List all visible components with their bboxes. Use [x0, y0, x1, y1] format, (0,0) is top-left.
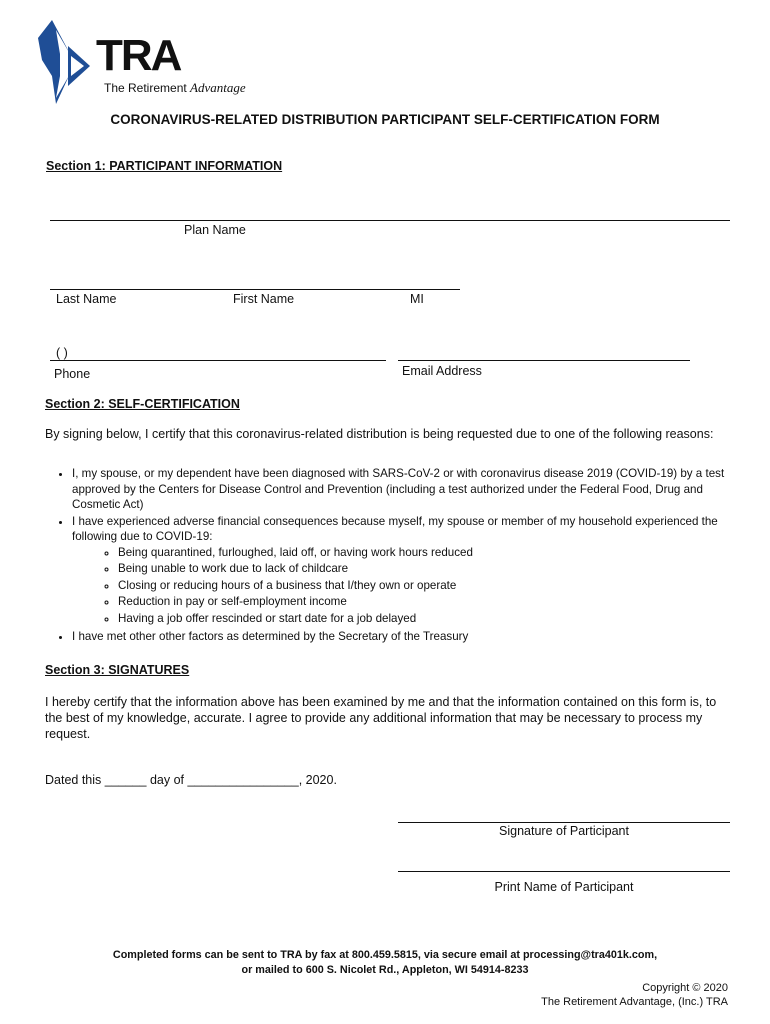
print-name-label: Print Name of Participant — [494, 880, 634, 894]
logo-tagline — [104, 80, 246, 96]
first-name-label: First Name — [233, 292, 295, 306]
mi-label: MI — [410, 292, 424, 306]
section2-intro: By signing below, I certify that this coronavirus-related distribution is being requested due to one of the following reasons: — [45, 427, 714, 441]
email-label: Email Address — [402, 364, 482, 378]
footer-line-2: or mailed to 600 S. Nicolet Rd., Appleton, WI 54914-8233 — [241, 964, 529, 976]
print-name-line[interactable] — [398, 871, 730, 872]
footer-instructions — [0, 948, 770, 978]
plan-name-label: Plan Name — [184, 223, 246, 237]
reason-other: • I have met other other factors as determined by the Secretary of the Treasury — [72, 629, 744, 645]
logo-tagline-italic: Advantage — [190, 80, 246, 95]
reason-diagnosed: • I, my spouse, or my dependent have been diagnosed with SARS-CoV-2 or with coronavirus disease 2019 (COVID-19) by a test approved by the Centers for Disease Control and Prevention (including a test authorized under the Federal Food, Drug and Cosmetic Act) — [72, 466, 744, 513]
sub-item: ◦ Being quarantined, furloughed, laid off, or having work hours reduced — [118, 545, 744, 561]
sub-item: ◦ Reduction in pay or self-employment income — [118, 594, 744, 610]
last-name-label: Last Name — [56, 292, 117, 306]
sub-item: ◦ Being unable to work due to lack of childcare — [118, 561, 744, 577]
phone-label: Phone — [54, 367, 91, 381]
company-text: The Retirement Advantage, (Inc.) TRA — [541, 996, 728, 1008]
copyright-text: Copyright © 2020 — [642, 982, 728, 994]
section2-heading: Section 2: SELF-CERTIFICATION — [45, 397, 240, 411]
certification-text: I hereby certify that the information above has been examined by me and that the information contained on this form is, to the best of my knowledge, accurate. I agree to provide any additional information that may be necessary to process my request. — [45, 695, 717, 741]
reason-financial-text: I have experienced adverse financial consequences because myself, my spouse or member of my household experienced the following due to COVID-19: — [72, 514, 718, 543]
logo-text: TRA — [96, 31, 181, 80]
signature-label: Signature of Participant — [499, 824, 629, 838]
phone-area-code: ( ) — [56, 346, 68, 360]
sub-item: ◦ Closing or reducing hours of a business that I/they own or operate — [118, 578, 744, 594]
signature-line[interactable] — [398, 822, 730, 823]
logo-tagline-main: The Retirement — [104, 81, 191, 95]
reasons-list — [48, 466, 744, 646]
phone-line[interactable] — [50, 360, 386, 361]
email-line[interactable] — [398, 360, 690, 361]
name-line[interactable] — [50, 289, 460, 290]
copyright-block — [541, 981, 728, 1009]
financial-sub-list — [72, 545, 744, 627]
section3-heading: Section 3: SIGNATURES — [45, 663, 190, 677]
sub-item: ◦ Having a job offer rescinded or start date for a job delayed — [118, 611, 744, 627]
footer-line-1: Completed forms can be sent to TRA by fax at 800.459.5815, via secure email at processing@tra401k.com, — [112, 949, 658, 961]
reason-financial — [72, 514, 744, 627]
dated-line[interactable]: Dated this ______ day of ________________, 2020. — [45, 773, 337, 787]
plan-name-line[interactable] — [50, 220, 730, 221]
section1-heading: Section 1: PARTICIPANT INFORMATION — [46, 159, 283, 173]
tra-logo — [38, 20, 248, 106]
tra-logo-mark-icon — [38, 20, 94, 106]
form-title: CORONAVIRUS-RELATED DISTRIBUTION PARTICIPANT SELF-CERTIFICATION FORM — [110, 112, 660, 127]
